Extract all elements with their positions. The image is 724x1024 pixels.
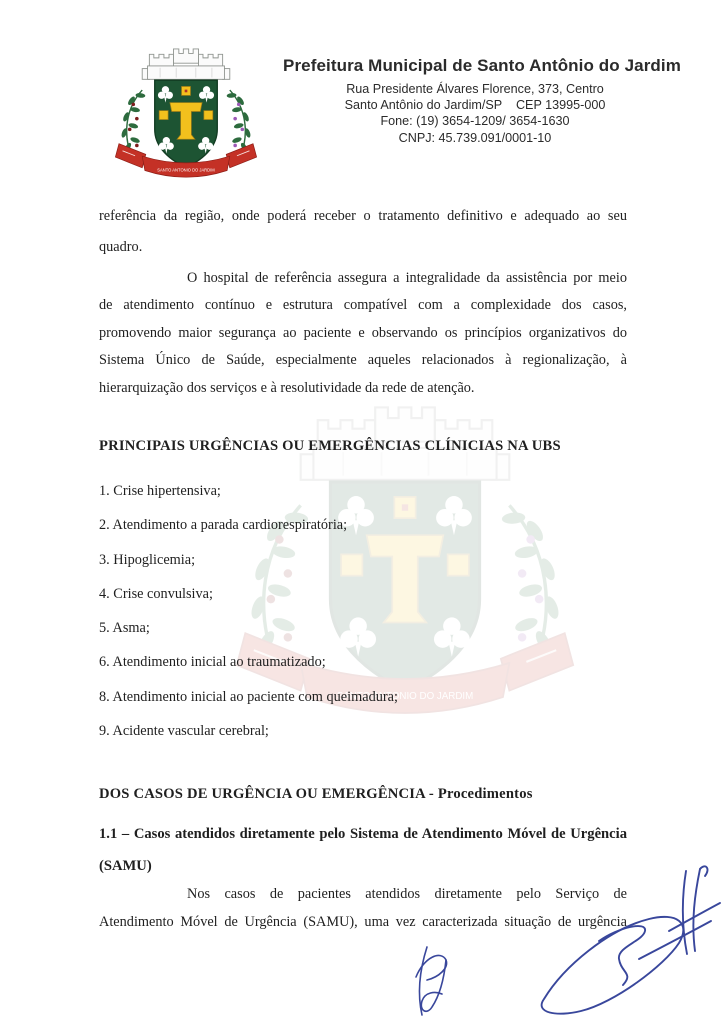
letterhead [283, 56, 681, 146]
paragraph-line: referência da região, onde poderá receber o tratamento definitivo e adequado ao seu [99, 208, 627, 224]
subsection-line: 1.1 – Casos atendidos diretamente pelo Sistema de Atendimento Móvel de Urgência [99, 826, 627, 842]
list-item: 9. Acidente vascular cerebral; [99, 723, 269, 740]
header-address: Rua Presidente Álvares Florence, 373, Centro [346, 82, 604, 96]
paragraph-line: Sistema Único de Saúde, especialmente aqueles relacionados à regionalização, à [99, 352, 627, 369]
section-heading-urgencias: PRINCIPAIS URGÊNCIAS OU EMERGÊNCIAS CLÍNICIAS NA UBS [99, 438, 561, 454]
list-item: 2. Atendimento a parada cardiorespiratória; [99, 517, 348, 534]
paragraph-line: Atendimento Móvel de Urgência (SAMU), uma vez caracterizada situação de urgência [99, 913, 627, 930]
signature-large-ink [519, 861, 724, 1021]
paragraph-line: Nos casos de pacientes atendidos diretamente pelo Serviço de [187, 886, 627, 902]
municipal-crest-icon [110, 40, 262, 183]
subsection-line: (SAMU) [99, 858, 152, 874]
paragraph-line: hierarquização dos serviços e à resolutividade da rede de atenção. [99, 379, 475, 396]
signature-small-ink [394, 937, 476, 1023]
paragraph-1 [99, 201, 627, 263]
header-cnpj: CNPJ: 45.739.091/0001-10 [398, 130, 552, 145]
list-item: 3. Hipoglicemia; [99, 551, 196, 568]
list-item: 6. Atendimento inicial ao traumatizado; [99, 654, 326, 671]
section-heading-casos: DOS CASOS DE URGÊNCIA OU EMERGÊNCIA - Procedimentos [99, 786, 533, 802]
paragraph-line: promovendo maior segurança ao paciente e observando os princípios organizativos do [99, 324, 627, 341]
paragraph-2 [99, 265, 627, 402]
urgencias-list [99, 474, 627, 748]
header-phone: Fone: (19) 3654-1209/ 3654-1630 [380, 114, 570, 129]
paragraph-line: O hospital de referência assegura a integralidade da assistência por meio [187, 270, 627, 286]
header-title: Prefeitura Municipal de Santo Antônio do Jardim [283, 56, 681, 75]
list-item: 8. Atendimento inicial ao paciente com queimadura; [99, 688, 398, 705]
list-item: 1. Crise hipertensiva; [99, 483, 221, 499]
header-city-cep: Santo Antônio do Jardim/SP CEP 13995-000 [344, 98, 606, 113]
list-item: 5. Asma; [99, 620, 150, 637]
paragraph-line: de atendimento contínuo e estrutura compatível com a complexidade dos casos, [99, 297, 627, 314]
list-item: 4. Crise convulsiva; [99, 585, 213, 602]
paragraph-line: quadro. [99, 239, 143, 255]
